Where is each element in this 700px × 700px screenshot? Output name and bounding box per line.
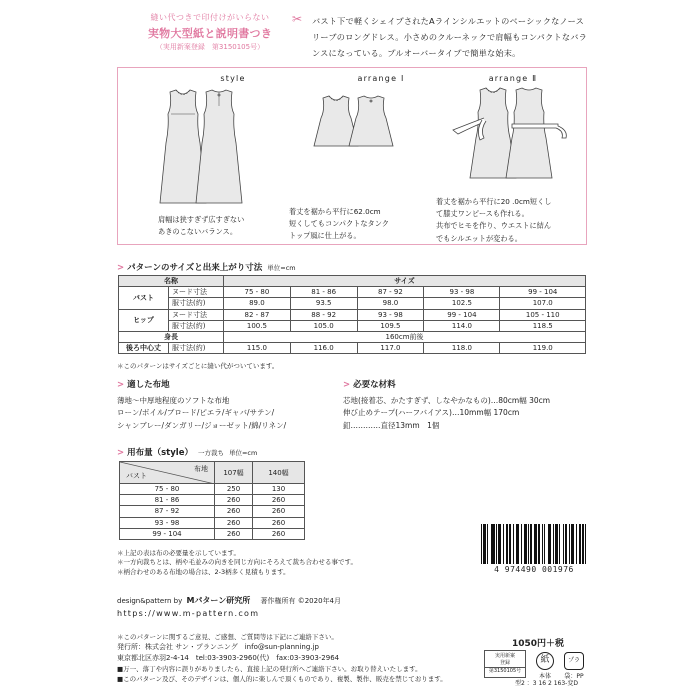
- table-row: 身長 160cm前後: [119, 331, 586, 342]
- size-table: [118, 275, 586, 354]
- arrange1-caption: 着丈を裾から平行に62.0cm 短くしてもコンパクトなタンク トップ風に仕上がる。: [289, 207, 389, 241]
- barcode-bar: [496, 524, 497, 564]
- table-header-name: 名称: [119, 276, 224, 287]
- barcode-bar: [525, 524, 526, 564]
- barcode-bar: [580, 524, 581, 564]
- pink-arrow-icon: >: [117, 380, 125, 390]
- barcode-bar: [569, 524, 570, 564]
- credits-line: design&pattern by Mパターン研究所 著作権所有 ©2020年4月: [117, 596, 341, 605]
- barcode: [481, 524, 586, 564]
- barcode-bar: [556, 524, 557, 564]
- barcode-bar: [487, 524, 488, 564]
- header-box: [135, 12, 285, 52]
- pink-arrow-icon: >: [117, 448, 125, 458]
- pink-arrow-icon: >: [343, 380, 351, 390]
- plastic-recycle-icon: プラ 袋：PP: [562, 652, 586, 680]
- barcode-bar: [563, 524, 564, 564]
- barcode-bar: [500, 524, 501, 564]
- table-row: 75 - 80 250 130: [120, 484, 305, 495]
- barcode-number: 4 974490 001976: [494, 565, 574, 574]
- scissors-icon: ✂: [292, 12, 303, 26]
- price: 1050円＋税: [512, 639, 565, 649]
- brand-name: Mパターン研究所: [186, 596, 251, 605]
- barcode-bar: [544, 524, 545, 564]
- header-line-2: 実物大型紙と説明書つき: [147, 27, 273, 40]
- arrange1-title: arrange Ⅰ: [357, 74, 405, 83]
- yardage-notes: ＊上記の表は布の必要量を示しています。 ＊一方向裁ちとは、柄や毛並みの向きを同じ方向にそろえて裁ち合わせる事です。 ＊柄合わせのある布地の場合は、2-3柄多く見積もります。: [117, 549, 357, 576]
- product-code: 型2 ：3 16 2 163-変D: [515, 680, 578, 687]
- barcode-bar: [503, 524, 504, 564]
- table-row: 93 - 98 260 260: [120, 517, 305, 528]
- materials-list: 芯地(接着芯、かたすぎず、しなやかなもの)…80cm幅 30cm 伸び止めテープ(ハーフバイアス)…10mm幅 170cm 釦…………直径13mm 1個: [343, 396, 551, 430]
- style-title: style: [220, 74, 246, 83]
- fabric-heading: > 適した布地: [117, 380, 170, 390]
- table-row: バスト ヌード寸法 75 - 80 81 - 86 87 - 92 93 - 98 99 - 104: [119, 287, 586, 298]
- illustration-frame: [117, 67, 587, 245]
- materials-heading: > 必要な材料: [343, 380, 396, 390]
- arrange1-back-top-icon: [349, 96, 393, 146]
- barcode-bar: [509, 524, 510, 564]
- barcode-bar: [535, 524, 536, 564]
- url-link[interactable]: https://www.m-pattern.com: [117, 609, 260, 618]
- arrange2-front-dress-icon: [453, 88, 516, 178]
- table-row: 服寸法(約) 89.0 93.5 98.0 102.5 107.0: [119, 298, 586, 309]
- barcode-bar: [539, 524, 540, 564]
- barcode-bar: [507, 524, 508, 564]
- pink-arrow-icon: >: [117, 263, 125, 273]
- table-row: 服寸法(約) 100.5 105.0 109.5 114.0 118.5: [119, 320, 586, 331]
- table-row: 87 - 92 260 260: [120, 506, 305, 517]
- barcode-bar: [559, 524, 560, 564]
- table-row: 後ろ中心丈 服寸法(約) 115.0 116.0 117.0 118.0 119.0: [119, 343, 586, 354]
- barcode-bar: [485, 524, 486, 564]
- barcode-bar: [493, 524, 494, 564]
- header-line-3: （実用新案登録 第3150105号）: [155, 43, 265, 51]
- barcode-bar: [521, 524, 522, 564]
- arrange2-caption: 着丈を裾から平行に20 .0cm短くし て膝丈ワンピースも作れる。 共布でヒモを作り、ウエストに結ん でもシルエットが変わる。: [436, 197, 552, 243]
- footer-text: ＊このパターンに関するご意見、ご感想、ご質問等は下記にご連絡下さい。 発行所：株式会社 サン・プランニング info@sun-planning.jp 東京都北区赤羽2-4-14 tel:03-3903-2960(代) fax:03-3903-2964 ■万一、落丁や内容に誤りがありましたら、直接上記の発行所へご連絡下さい。お取り替えいたします。 ■このパターン及び、そのデザインは、個人的に楽しんで頂くものであり、複製、製作、販売を禁じております。: [117, 633, 447, 683]
- table-row: 99 - 104 260 260: [120, 528, 305, 539]
- table-row: 81 - 86 260 260: [120, 495, 305, 506]
- header-line-1: 縫い代つきで印付けがいらない: [150, 13, 270, 22]
- barcode-bar: [576, 524, 577, 564]
- style-back-dress-icon: [196, 90, 242, 203]
- table-header-size: サイズ: [224, 276, 586, 287]
- arrange2-back-dress-icon: [506, 88, 566, 178]
- barcode-bar: [513, 524, 514, 564]
- yardage-corner-cell: 布地 バスト: [120, 462, 215, 484]
- arrange2-title: arrange Ⅱ: [488, 74, 538, 83]
- yardage-heading: > 用布量（style） 一方裁ち 単位=cm: [117, 448, 258, 458]
- barcode-bar: [518, 524, 519, 564]
- header-description: バスト下で軽くシェイプされたAラインシルエットのベーシックなノースリーブのロングドレス。小さめのクルーネックで肩幅もコンパクトなバランスになっている。プルオーバータイプで簡単な始末。: [312, 16, 587, 58]
- fabric-list: 薄地〜中厚地程度のソフトな布地 ローン/ボイル/ブロード/ピエラ/ギャバ/サテン/ シャンブレー/ダンガリー/ジョーゼット/綿/リネン/: [117, 396, 287, 430]
- style-caption: 肩幅は狭すぎず広すぎない あきのこないバランス。: [158, 215, 245, 237]
- barcode-bar: [542, 524, 543, 564]
- paper-recycle-icon: 紙 本体: [534, 652, 556, 680]
- barcode-bar: [582, 524, 583, 564]
- barcode-bar: [550, 524, 551, 564]
- barcode-bar: [572, 524, 573, 564]
- barcode-bar: [585, 524, 586, 564]
- barcode-bar: [530, 524, 531, 564]
- barcode-bar: [528, 524, 529, 564]
- yardage-table: 布地 バスト 107幅 140幅 75 - 80 250 130 81 - 86 260 260 87 - 92 260 260 93 - 98 260 260 99 - 104 260 260: [119, 461, 305, 540]
- size-note: ＊このパターンはサイズごとに縫い代がついています。: [117, 362, 279, 370]
- barcode-bar: [566, 524, 567, 564]
- patent-badge: 実用新案 登録 第3150105号: [484, 650, 526, 678]
- barcode-bar: [553, 524, 554, 564]
- size-section-heading: > パターンのサイズと出来上がり寸法 単位=cm: [117, 263, 296, 273]
- barcode-bar: [481, 524, 482, 564]
- table-row: ヒップ ヌード寸法 82 - 87 88 - 92 93 - 98 99 - 104 105 - 110: [119, 309, 586, 320]
